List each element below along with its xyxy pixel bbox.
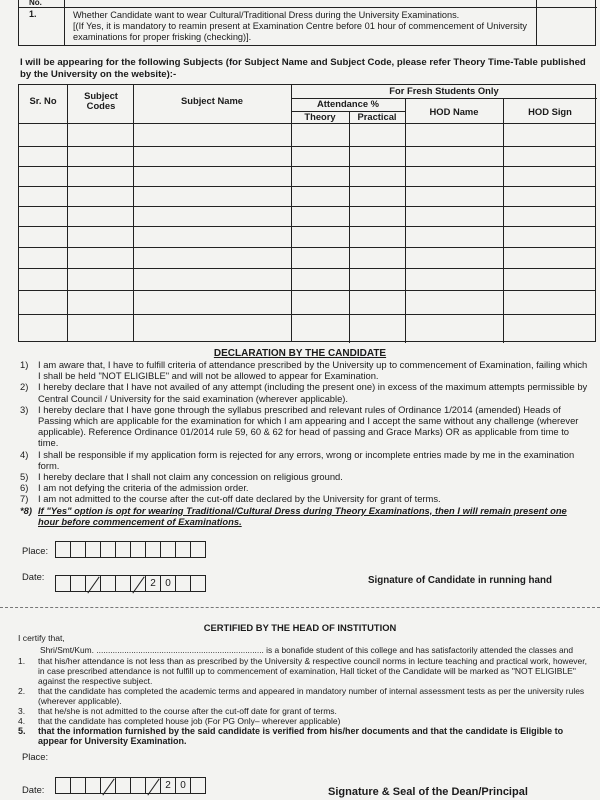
row-number-cell: [19, 0, 65, 46]
date-separator: [130, 575, 146, 592]
certificate-item: [18, 706, 588, 716]
dress-question: Whether Candidate want to wear Cultural/Traditional Dress during the University Examinations.: [73, 10, 460, 20]
certificate-intro: I certify that,: [18, 633, 65, 643]
header-practical: Practical: [357, 111, 397, 122]
place-box[interactable]: [145, 541, 161, 558]
candidate-signature-label: Signature of Candidate in running hand: [368, 575, 552, 586]
header-subject-name: Subject Name: [181, 95, 243, 106]
date-box[interactable]: [115, 777, 131, 794]
dean-signature-label: Signature & Seal of the Dean/Principal: [328, 786, 528, 798]
certificate-item: [18, 716, 588, 726]
declaration-item: [20, 493, 588, 504]
item-number: 4.: [18, 716, 26, 726]
student-name-line: Shri/Smt/Kum. ........................................................................ is a bonafide student of this college and has satisfactorily attended the classes and: [40, 645, 573, 655]
certificate-item: [18, 656, 588, 686]
declaration-item: [20, 359, 588, 381]
item-text: that the candidate has completed house job (For PG Only– wherever applicable): [38, 716, 341, 726]
item-number: 7): [20, 493, 29, 505]
table-row: [19, 247, 595, 248]
item-text: that his/her attendance is not less than as prescribed by the University & respective council norms in lecture teaching and practical work, however, in case prescribed attendance is not fulfill up to commencement of examination, Hall ticket of the Candidate will be marked as "NOT ELIGIBLE" against the respective subject.: [38, 656, 588, 686]
item-text: I am not defying the criteria of the admission order.: [38, 482, 249, 494]
item-number: 1.: [18, 656, 26, 666]
dress-note: [(If Yes, it is mandatory to reamin present at Examination Centre before 01 hour of commencement of University examinations for proper frisking (checking)].: [73, 21, 527, 42]
table-row: [19, 206, 595, 207]
item-number: 3.: [18, 706, 26, 716]
institution-place-label: Place:: [22, 751, 49, 762]
place-box[interactable]: [190, 541, 206, 558]
header-hod-sign: HOD Sign: [528, 106, 572, 117]
item-text: that he/she is not admitted to the course after the cut-off date for grant of terms.: [38, 706, 337, 716]
item-text: If "Yes" option is opt for wearing Traditional/Cultural Dress during Theory Examinations, then I will remain present one hour before commencement of Examinations.: [38, 504, 567, 527]
place-box[interactable]: [55, 541, 71, 558]
item-text: I hereby declare that I shall not claim any concession on religious ground.: [38, 471, 343, 483]
item-number: 6): [20, 482, 29, 494]
year-box: 0: [175, 777, 191, 794]
year-box: 2: [145, 575, 161, 592]
declaration-item: [20, 482, 588, 493]
place-box[interactable]: [130, 541, 146, 558]
header-fresh-students: For Fresh Students Only: [389, 85, 499, 96]
item-text: that the candidate has completed the academic terms and appeared in mandatory number of internal assessment tests as per the university rules (wherever applicable).: [38, 686, 585, 706]
row-number: 1.: [29, 9, 37, 19]
year-box[interactable]: [190, 575, 206, 592]
certificate-title: CERTIFIED BY THE HEAD OF INSTITUTION: [203, 622, 397, 633]
item-number: 2): [20, 381, 29, 393]
item-text: I shall be responsible if my application form is rejected for any errors, wrong or incomplete entries made by me in the examination form.: [38, 448, 575, 471]
item-number: 5.: [18, 726, 26, 736]
year-box: 0: [160, 575, 176, 592]
header-theory: Theory: [304, 111, 336, 122]
column-header-fragment: No.: [29, 0, 42, 7]
item-number: 2.: [18, 686, 26, 696]
year-box: 2: [160, 777, 176, 794]
declaration-item: [20, 404, 588, 449]
header-sr-no: Sr. No: [29, 95, 57, 106]
item-number: 3): [20, 403, 29, 415]
institution-date-boxes[interactable]: [56, 777, 206, 794]
date-box[interactable]: [70, 575, 86, 592]
table-row: [19, 166, 595, 167]
certificate-item: [18, 686, 588, 706]
place-box[interactable]: [85, 541, 101, 558]
table-row: [19, 314, 595, 315]
declaration-list: [20, 359, 588, 527]
item-number: 1): [20, 359, 29, 370]
candidate-place-label: Place:: [22, 545, 49, 556]
table-row: [19, 290, 595, 291]
table-row: [19, 226, 595, 227]
date-box[interactable]: [55, 777, 71, 794]
column-divider: [405, 98, 406, 343]
question-cell: [65, 0, 537, 46]
item-number: 4): [20, 448, 29, 460]
table-row: [19, 186, 595, 187]
item-text: I hereby declare that I have not availed of any attempt (including the present one) in excess of the maximum attempts permissible by Central Council / University for the said examination (wherever applicable).: [38, 381, 588, 404]
certificate-list: [18, 656, 588, 746]
item-text: I hereby declare that I have gone through the syllabus prescribed and relevant rules of Ordinance 1/2014 (amended) Heads of Passing which are applicable for the examination for which I am appearing and I accept the same without any challenge (wherever applicable). Reference Ordinance 01/2014 rule 59, 60 & 62 for head of passing and Grace Marks) OR as applicable from time to time.: [38, 403, 579, 449]
declaration-item: [20, 471, 588, 482]
certificate-item-eligibility: [18, 726, 588, 746]
candidate-date-boxes[interactable]: [56, 575, 206, 592]
year-box[interactable]: [190, 777, 206, 794]
subject-table: [18, 84, 596, 342]
item-text: that the information furnished by the said candidate is verified from his/her documents and that the candidate is Eligible to appear for University Examination.: [38, 726, 564, 746]
place-box[interactable]: [175, 541, 191, 558]
declaration-title: DECLARATION BY THE CANDIDATE: [213, 348, 387, 359]
item-number: *8): [20, 504, 32, 516]
year-box[interactable]: [175, 575, 191, 592]
item-number: 5): [20, 471, 29, 483]
place-box[interactable]: [115, 541, 131, 558]
date-separator: [145, 777, 161, 794]
candidate-place-boxes[interactable]: [56, 541, 206, 558]
declaration-item: [20, 381, 588, 403]
column-divider: [503, 98, 504, 343]
place-box[interactable]: [160, 541, 176, 558]
candidate-date-label: Date:: [22, 571, 45, 582]
place-box[interactable]: [70, 541, 86, 558]
date-box[interactable]: [70, 777, 86, 794]
section-separator: [0, 607, 600, 608]
date-separator: [85, 575, 101, 592]
institution-date-label: Date:: [22, 784, 45, 795]
place-box[interactable]: [100, 541, 116, 558]
date-box[interactable]: [115, 575, 131, 592]
date-separator: [100, 777, 116, 794]
item-text: I am not admitted to the course after the cut-off date declared by the University for grant of terms.: [38, 493, 441, 505]
header-subject-codes: Subject Codes: [84, 90, 118, 111]
table-row: [19, 123, 595, 124]
date-box[interactable]: [100, 575, 116, 592]
subjects-intro: I will be appearing for the following Subjects (for Subject Name and Subject Code, please refer Theory Time-Table published by the University on the website):-: [20, 57, 586, 80]
table-row: [19, 146, 595, 147]
item-text: I am aware that, I have to fulfill criteria of attendance prescribed by the University up to commencement of Examination, failing which I shall be held "NOT ELIGIBLE" and will not be allowed to appear for Examination.: [38, 359, 588, 382]
date-box[interactable]: [55, 575, 71, 592]
table-row: [19, 268, 595, 269]
header-attendance: Attendance %: [317, 98, 379, 109]
declaration-item-dress: [20, 505, 588, 527]
dress-question-table: [18, 0, 596, 46]
date-box[interactable]: [85, 777, 101, 794]
header-hod-name: HOD Name: [429, 106, 479, 117]
declaration-item: [20, 449, 588, 471]
date-box[interactable]: [130, 777, 146, 794]
